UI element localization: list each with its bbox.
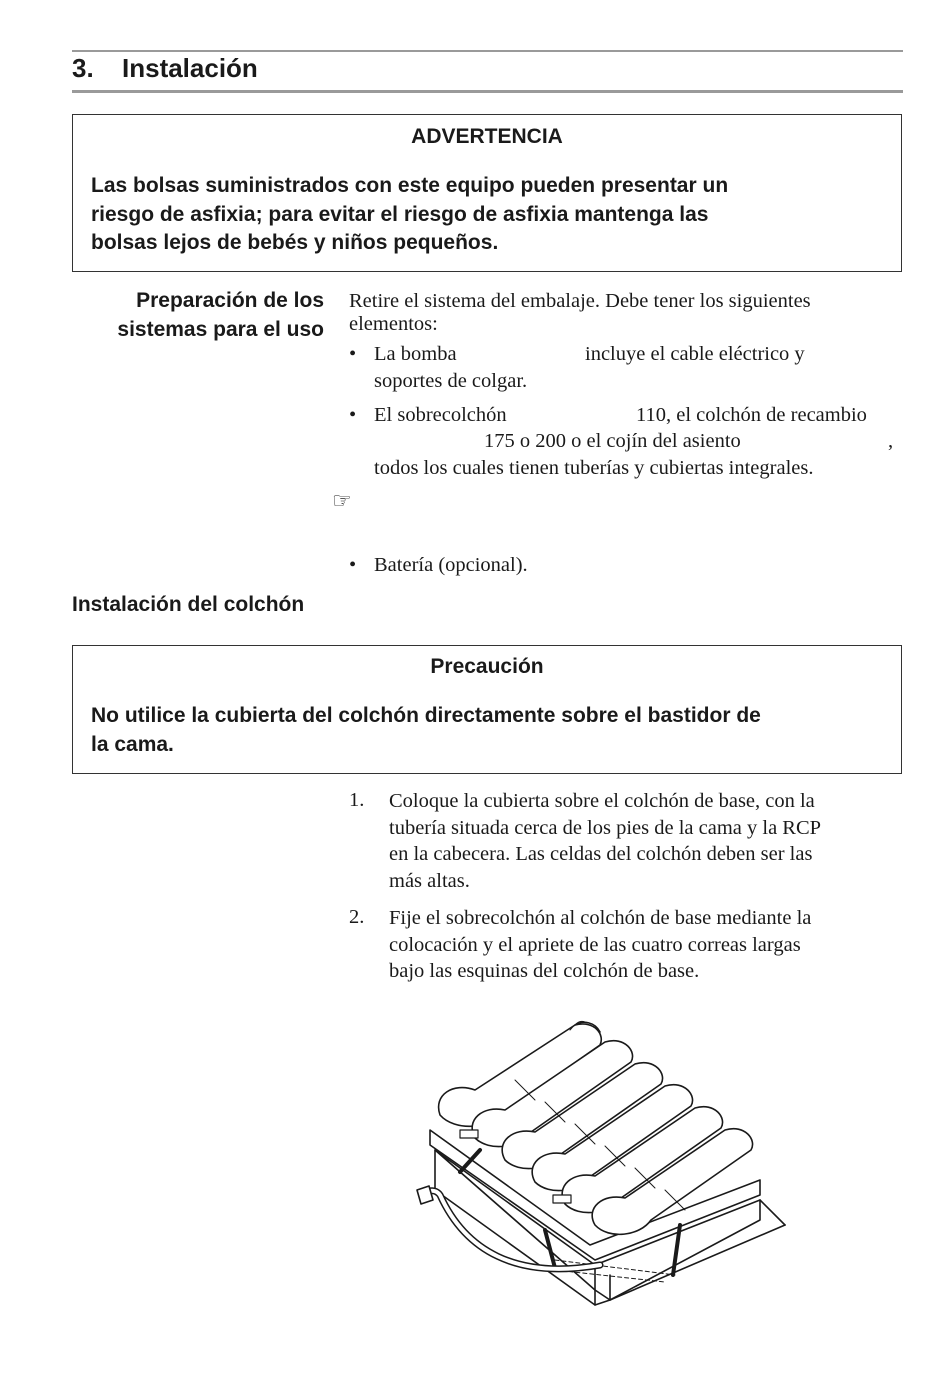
prep-intro	[349, 288, 811, 337]
header-bottom-rule	[72, 90, 903, 93]
caution-line: No utilice la cubierta del colchón directamente sobre el bastidor de	[91, 704, 761, 727]
item2-part-c: 175 o 200 o el cojín del asiento	[484, 430, 741, 452]
item3-text: Batería (opcional).	[374, 554, 528, 576]
caution-box	[72, 645, 902, 774]
step-text	[389, 905, 811, 985]
warning-text	[73, 172, 901, 258]
bullet-glyph: •	[349, 343, 357, 365]
caution-title: Precaución	[430, 655, 544, 678]
section-number: 3.	[72, 53, 94, 83]
section-title-text: Instalación	[122, 53, 258, 83]
step-line: más altas.	[389, 869, 470, 892]
bullet-glyph: •	[349, 404, 357, 426]
caution-line: la cama.	[91, 732, 174, 756]
step-line: Coloque la cubierta sobre el colchón de base, con la	[389, 790, 815, 812]
step-line: en la cabecera. Las celdas del colchón deben ser las	[389, 843, 813, 865]
bullet-glyph: •	[349, 554, 357, 576]
item2-part-b: 110, el colchón de recambio	[636, 404, 867, 426]
step-line: tubería situada cerca de los pies de la cama y la RCP	[389, 816, 822, 839]
prep-intro-line: elementos:	[349, 312, 438, 335]
step-text	[389, 788, 821, 894]
item2-part-a: El sobrecolchón	[374, 404, 507, 426]
warning-line: Las bolsas suministrados con este equipo pueden presentar un	[91, 174, 729, 197]
warning-box	[72, 114, 902, 272]
step-line: bajo las esquinas del colchón de base.	[389, 960, 700, 982]
step-number: 2.	[349, 906, 365, 928]
item2-part-d: ,	[888, 430, 894, 452]
item1-part-c: soportes de colgar.	[374, 370, 528, 392]
item1-part-b: incluye el cable eléctrico y	[585, 343, 805, 365]
prep-label-line: sistemas para el uso	[117, 318, 324, 341]
prep-label-line: Preparación de los	[136, 289, 324, 312]
prep-label	[72, 286, 324, 344]
prep-intro-line: Retire el sistema del embalaje. Debe tener los siguientes	[349, 290, 811, 312]
section-title	[72, 53, 258, 84]
step-number: 1.	[349, 789, 365, 811]
mattress-heading: Instalación del colchón	[72, 593, 305, 616]
warning-title: ADVERTENCIA	[411, 125, 563, 148]
header-top-rule	[72, 50, 903, 52]
step-line: Fije el sobrecolchón al colchón de base mediante la	[389, 907, 812, 929]
step-line: colocación y el apriete de las cuatro correas largas	[389, 933, 801, 956]
item1-part-a: La bomba	[374, 343, 457, 365]
warning-line: bolsas lejos de bebés y niños pequeños.	[91, 231, 499, 254]
item2-part-e: todos los cuales tienen tuberías y cubiertas integrales.	[374, 457, 814, 479]
caution-text	[73, 702, 901, 759]
pointing-hand-icon: ☞	[332, 488, 352, 513]
warning-line: riesgo de asfixia; para evitar el riesgo de asfixia mantenga las	[91, 202, 709, 226]
mattress-overlay-illustration	[405, 1020, 795, 1310]
